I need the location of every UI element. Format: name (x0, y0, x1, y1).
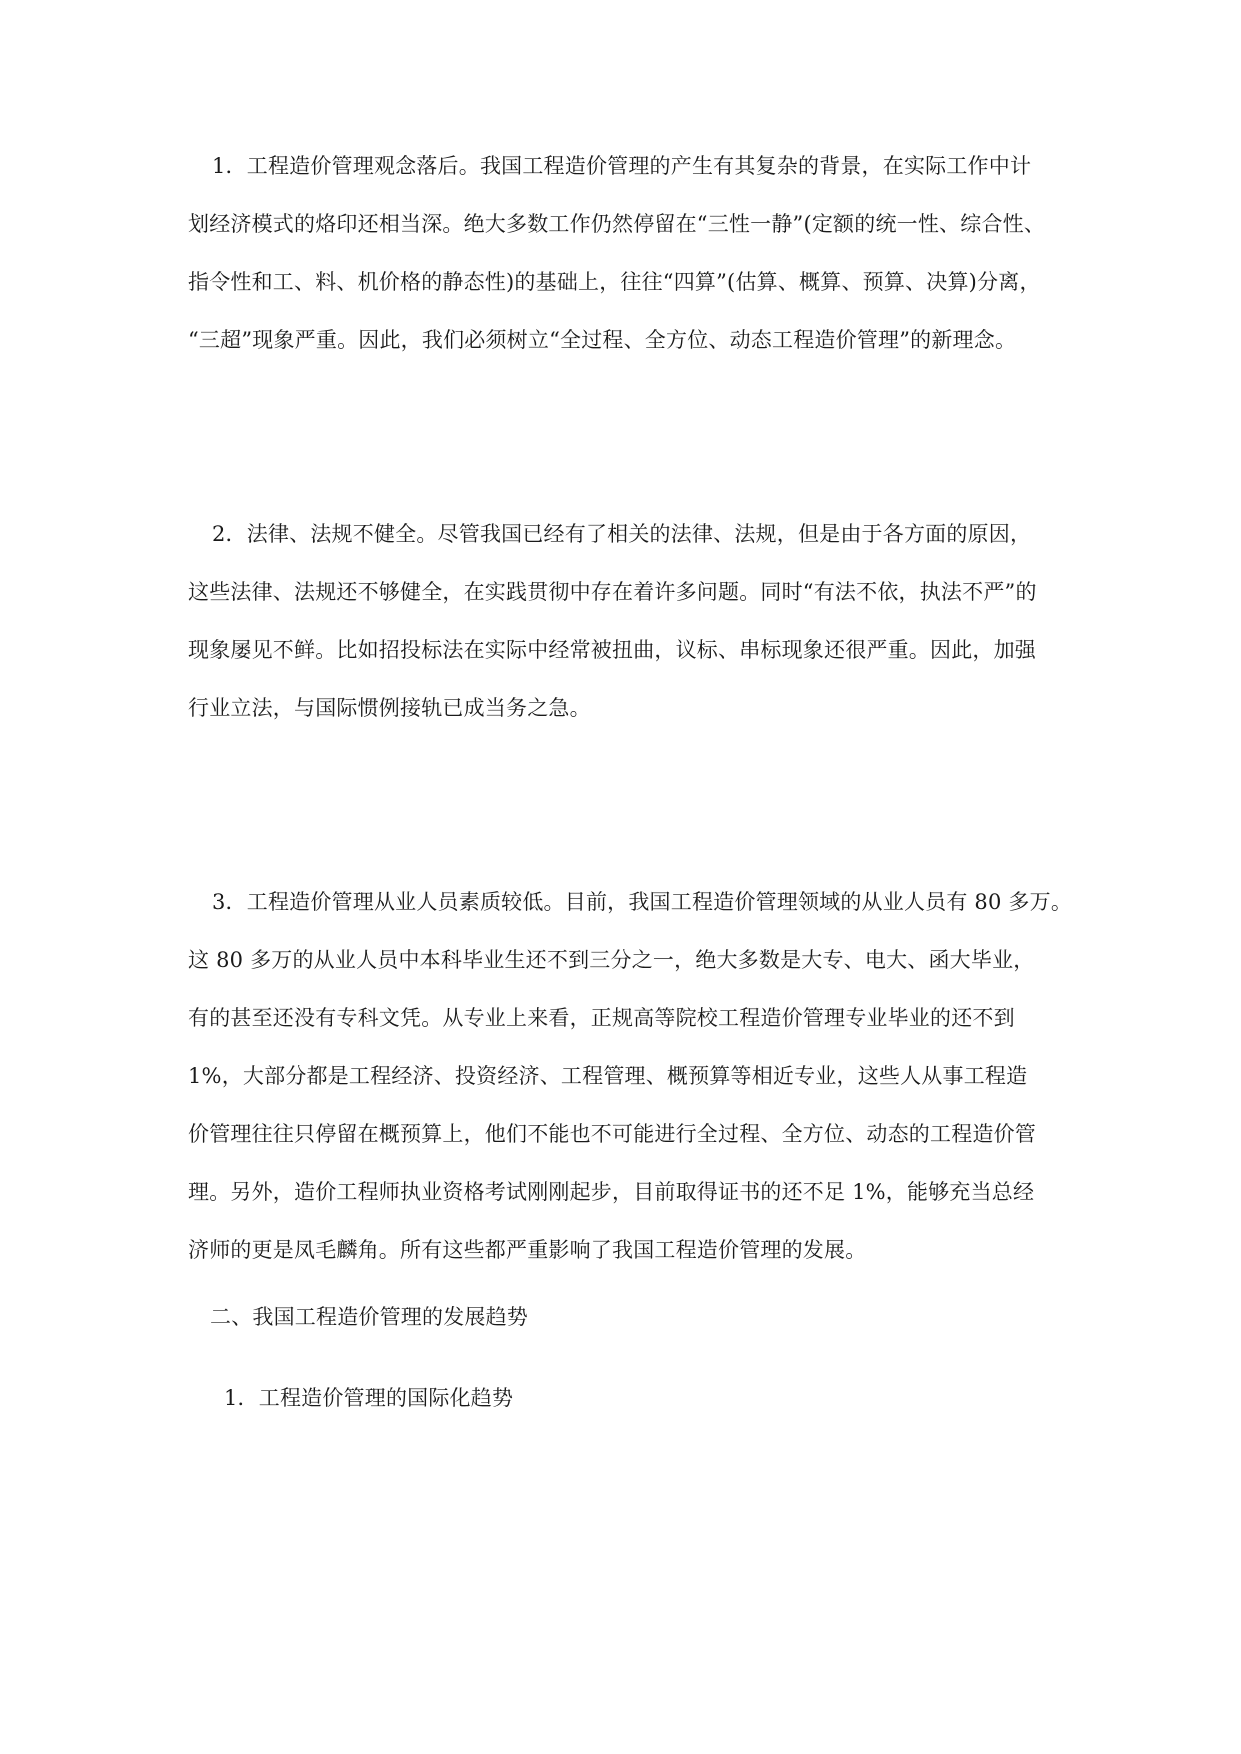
paragraph-2-line-2: 这些法律、法规还不够健全，在实践贯彻中存在着许多问题。同时“有法不依，执法不严”的 (188, 580, 1037, 604)
section-heading: 二、我国工程造价管理的发展趋势 (210, 1305, 528, 1329)
paragraph-3-line-4: 1%，大部分都是工程经济、投资经济、工程管理、概预算等相近专业，这些人从事工程造 (188, 1064, 1028, 1088)
paragraph-1-line-1: 1．工程造价管理观念落后。我国工程造价管理的产生有其复杂的背景，在实际工作中计 (212, 154, 1032, 178)
paragraph-1-line-3: 指令性和工、料、机价格的静态性)的基础上，往往“四算”(估算、概算、预算、决算)分离， (188, 270, 1041, 294)
paragraph-3-line-5: 价管理往往只停留在概预算上，他们不能也不可能进行全过程、全方位、动态的工程造价管 (188, 1122, 1036, 1146)
paragraph-3-line-2: 这 80 多万的从业人员中本科毕业生还不到三分之一，绝大多数是大专、电大、函大毕业， (188, 948, 1035, 972)
paragraph-1-line-2: 划经济模式的烙印还相当深。绝大多数工作仍然停留在“三性一静”(定额的统一性、综合性、 (188, 212, 1046, 236)
paragraph-2-line-4: 行业立法，与国际惯例接轨已成当务之急。 (188, 696, 591, 720)
paragraph-3-line-3: 有的甚至还没有专科文凭。从专业上来看，正规高等院校工程造价管理专业毕业的还不到 (188, 1006, 1015, 1030)
paragraph-2-line-3: 现象屡见不鲜。比如招投标法在实际中经常被扭曲，议标、串标现象还很严重。因此，加强 (188, 638, 1036, 662)
paragraph-3-line-6: 理。另外，造价工程师执业资格考试刚刚起步，目前取得证书的还不足 1%，能够充当总经 (188, 1180, 1035, 1204)
paragraph-3-line-7: 济师的更是凤毛麟角。所有这些都严重影响了我国工程造价管理的发展。 (188, 1238, 867, 1262)
paragraph-1-line-4: “三超”现象严重。因此，我们必须树立“全过程、全方位、动态工程造价管理”的新理念。 (188, 328, 1017, 352)
paragraph-3-line-1: 3．工程造价管理从业人员素质较低。目前，我国工程造价管理领域的从业人员有 80 多万。 (212, 890, 1073, 914)
subsection-heading: 1．工程造价管理的国际化趋势 (224, 1386, 514, 1410)
paragraph-2-line-1: 2．法律、法规不健全。尽管我国已经有了相关的法律、法规，但是由于各方面的原因， (212, 522, 1032, 546)
